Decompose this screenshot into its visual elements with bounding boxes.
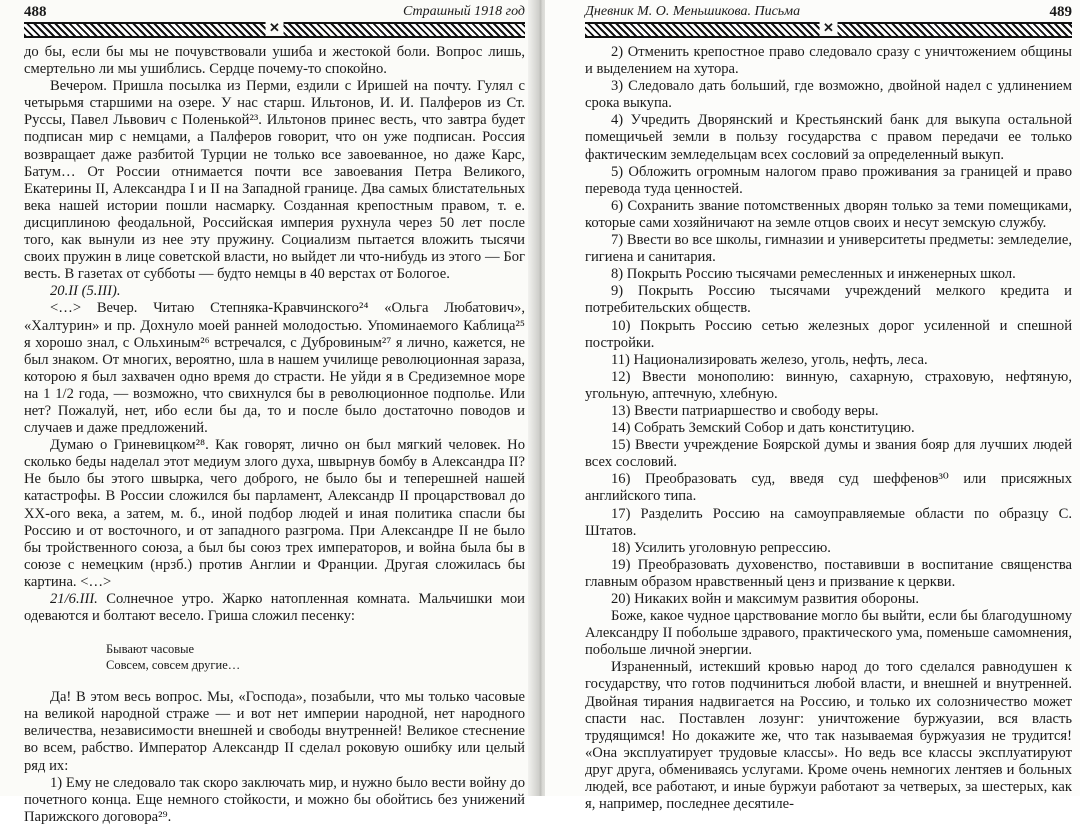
list-item: 2) Отменить крепостное право следовало сразу с уничтожением общины и выделением на хутора. [585, 44, 1072, 78]
list-item: 8) Покрыть Россию тысячами ремесленных и инженерных школ. [611, 266, 1016, 283]
list-item: 10) Покрыть Россию сетью железных дорог усиленной и спешной постройки. [585, 317, 1072, 351]
entry-text: Солнечное утро. Жарко натопленная комната. Мальчишки мои одеваются и болтают весело. Гриша сложил песенку: [24, 591, 525, 625]
paragraph: <…> Вечер. Читаю Степняка-Кравчинского²⁴ «Ольга Любатович», «Халтурин» и пр. Дохнуло моей ранней молодостью. Упоминаемого Каблица²⁵ я хорошо знал, с Ольхиным²⁶ встречался, с Дубровиным²⁷ я лично, кажется, не был знаком. От многих, вероятно, шла в нашем училище революционная зараза, которою я был захвачен одно время до страсти. Не уйди я в Средиземное море на 1 1/2 года, — возможно, что свихнулся бы в революционное подполье. Или нет? Пожалуй, нет, ибо если бы да, то и после было достаточно поводов и случаев и даже предложений. [24, 300, 525, 437]
right-page [545, 0, 1080, 813]
list-item: 4) Учредить Дворянский и Крестьянский банк для выкупа остальной помещичьей земли в пользу государства с правом передачи ее только фактическим земледельцам всех сословий за определенный выкуп. [585, 112, 1072, 163]
right-running-title: Дневник М. О. Меньшикова. Письма [585, 4, 801, 19]
left-page-text [24, 44, 525, 826]
left-page [0, 0, 535, 825]
right-page-text [585, 44, 1072, 813]
list-item: 15) Ввести учреждение Боярской думы и звания бояр для лучших людей всех сословий. [585, 437, 1072, 471]
left-page-number: 488 [24, 4, 47, 20]
left-page-header [24, 0, 525, 20]
list-item: 18) Усилить уголовную репрессию. [611, 539, 831, 556]
paragraph: Израненный, истекший кровью народ до того сделался равнодушен к государству, что готов подчиниться любой власти, и внешней и внутренней. Двойная тирания надвигается на Россию, и только их солозничество может спасти нас. Поставлен лозунг: уничтожение буржуазии, вся власть трудящимся! Но докажите же, что так называемая буржуазия не трудится! «Она эксплуатирует трудовые классы». Но ведь все классы эксплуатируют друг друга, обмениваясь услугами. Кроме очень немногих лентяев и больных людей, все работают, и иные буржуи работают за четверых, за шестерых, как я, например, последнее десятиле- [585, 659, 1072, 813]
paragraph: до бы, если бы мы не почувствовали ушиба и жестокой боли. Вопрос лишь, смертельно ли мы ушиблись. Сердце почему-то спокойно. [24, 44, 525, 78]
left-running-title: Страшный 1918 год [402, 4, 525, 19]
paragraph: Думаю о Гриневицком²⁸. Как говорят, лично он был мягкий человек. Но сколько беды наделал этот медиум злого духа, швырнув бомбу в Александра II? Не было бы этого швырка, чего доброго, не было бы и теперешней нашей катастрофы. В России сложился бы парламент, Александр II процарствовал до XX-ого века, а затем, м. б., иной подбор людей и иная политика спасли бы Россию и от восточного, и от западного разгрома. При Александре II не было бы тройственного союза, а был бы союз трех императоров, и война была бы в союзе с немецким (нрзб.) против Англии и Франции. Другая сложилась бы картина. <…> [24, 437, 525, 590]
list-item: 19) Преобразовать духовенство, поставивши в воспитание священства главным образом нравственный ценз и призвание к церкви. [585, 556, 1072, 590]
list-item: 16) Преобразовать суд, введя суд шеффенов³⁰ или присяжных английского типа. [585, 471, 1072, 505]
paragraph: Вечером. Пришла посылка из Перми, ездили с Иришей на почту. Гулял с четырьмя старшими на озере. У нас старш. Ильтонов, И. И. Палферов из Ст. Руссы, Павел Львович с Поленькой²³. Ильтонов принес весть, что завтра будет подписан мир с немцами, а Палферов говорит, что он уже подписан. Россия возвращает даже разбитой Турции не только все завоеванное, но даже Карс, Батум… От России отнимается почти все завоевания Петра Великого, Екатерины II, Александра I и II на Западной границе. Два самых блистательных века нашей истории пошли насмарку. Созданная крепостным правом, т. е. дисциплиною феодальной, Российская империя рухнула через 50 лет после того, как вынули из нее эту пружину. Социализм пытается вложить тысячи своих пружин в лице советской власти, но выйдет ли что-нибудь из этого — Бог весть. В газетах от субботы — будто немцы в 40 верстах от Бологое. [24, 78, 525, 283]
list-item: 9) Покрыть Россию тысячами учреждений мелкого кредита и потребительских обществ. [585, 283, 1072, 317]
poem-line: Бывают часовые [106, 642, 195, 657]
list-item: 7) Ввести во все школы, гимназии и университеты предметы: земледелие, гигиена и санитария. [585, 232, 1072, 266]
paragraph: Да! В этом весь вопрос. Мы, «Господа», позабыли, что мы только часовые на великой народной страже — и вот нет империи народной, нет народного величества, независимости внешней и свободы внутренней! Великое стеснение во всем, рабство. Император Александр II сделал роковую ошибку или целый ряд их: [24, 689, 525, 774]
right-page-number: 489 [1049, 4, 1072, 20]
list-item: 20) Никаких войн и максимум развития обороны. [611, 591, 919, 607]
list-item: 3) Следовало дать больший, где возможно, двойной надел с удлинением срока выкупа. [585, 78, 1072, 112]
song-quote [106, 641, 525, 673]
right-page-header [585, 0, 1072, 20]
list-item: 12) Ввести монополию: винную, сахарную, страховую, нефтяную, угольную, аптечную, хлебную. [585, 368, 1072, 402]
list-item: 6) Сохранить звание потомственных дворян только за теми помещиками, которые сами хозяйничают на земле отцов своих и несут земскую службу. [585, 197, 1072, 231]
entry-date: 20.II (5.III). [50, 283, 121, 300]
list-item: 5) Обложить огромным налогом право проживания за границей и право перевода туда ценностей. [585, 163, 1072, 197]
list-item: 17) Разделить Россию на самоуправляемые области по образцу С. Штатов. [585, 505, 1072, 539]
diary-entry-date [24, 283, 525, 300]
paragraph: Боже, какое чудное царствование могло бы выйти, если бы благодушному Александру II побольше здравого, практического ума, поменьше самомнения, побольше личной энергии. [585, 608, 1072, 659]
poem-line: Совсем, совсем другие… [106, 658, 241, 673]
list-item: 1) Ему не следовало так скоро заключать мир, и нужно было вести войну до почетного конца. Еще немного стойкости, и можно бы обойтись без унижений Парижского договора²⁹. [24, 774, 525, 825]
right-ornament-divider [585, 22, 1072, 38]
list-item: 11) Национализировать железо, уголь, нефть, леса. [611, 351, 928, 368]
list-item: 13) Ввести патриаршество и свободу веры. [611, 402, 879, 419]
list-item: 14) Собрать Земский Собор и дать конституцию. [611, 420, 915, 437]
entry-date: 21/6.III. [50, 591, 98, 607]
ornament-x-icon: ✕ [265, 20, 284, 36]
diary-entry [24, 591, 525, 625]
left-ornament-divider [24, 22, 525, 38]
ornament-x-icon: ✕ [819, 20, 838, 36]
